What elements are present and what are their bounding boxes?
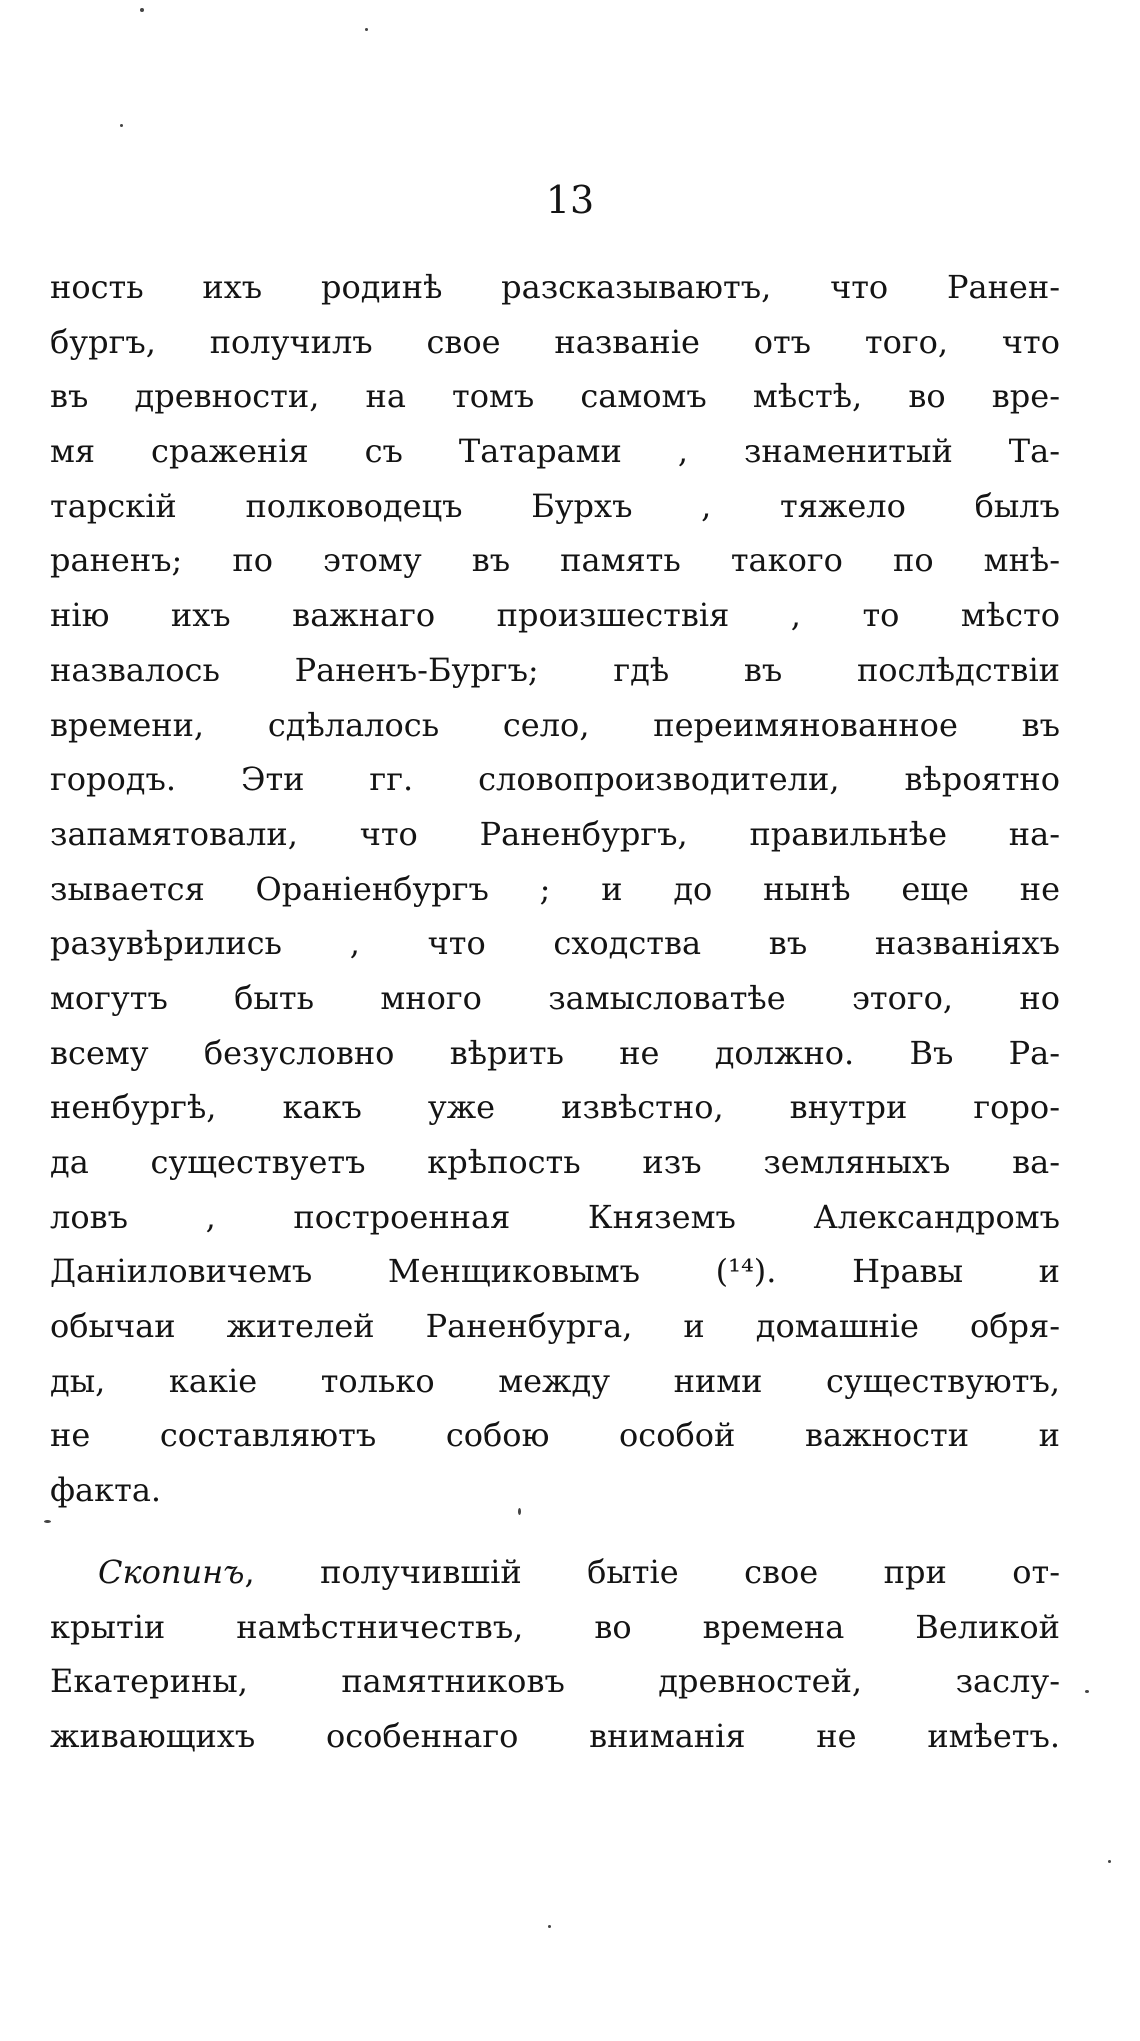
page-number: 13: [545, 178, 595, 222]
text-line: нію ихъ важнаго произшествія , то мѣсто: [50, 596, 1060, 635]
text-line: ность ихъ родинѣ разсказываютъ, что Ранен-: [50, 268, 1060, 306]
text-line: городъ. Эти гг. словопроизводители, вѣроятно: [50, 760, 1060, 799]
paragraph-skopin: [50, 1545, 1060, 1764]
paragraph-ranenburg: [50, 260, 1060, 1518]
paper-speck: [120, 124, 123, 127]
paper-speck: [1085, 1690, 1089, 1693]
paper-speck: [44, 1520, 51, 1523]
place-name-skopin: Скопинъ: [98, 1553, 245, 1591]
text-line: зывается Ораніенбургъ ; и до нынѣ еще не: [50, 869, 1060, 908]
text-line: разувѣрились , что сходства въ названіяхъ: [50, 924, 1060, 963]
text-line: ненбургѣ, какъ уже извѣстно, внутри горо-: [50, 1088, 1060, 1127]
text-line: да существуетъ крѣпость изъ земляныхъ ва-: [50, 1143, 1060, 1181]
paper-speck: [140, 8, 144, 12]
text-line: ды, какіе только между ними существуютъ,: [50, 1361, 1060, 1400]
text-line: Екатерины, памятниковъ древностей, заслу-: [50, 1662, 1060, 1701]
text-line: не составляютъ собою особой важности и: [50, 1416, 1060, 1455]
text-line: ловъ , построенная Княземъ Александромъ: [50, 1197, 1060, 1236]
text-line: живающихъ особеннаго вниманія не имѣетъ.: [50, 1717, 1060, 1756]
paper-speck: [1108, 1860, 1111, 1863]
text-line: назвалось Раненъ-Бургъ; гдѣ въ послѣдствіи: [50, 650, 1060, 689]
text-line: запамятовали, что Раненбургъ, правильнѣе на-: [50, 814, 1060, 853]
text-line-rest: , получившій бытіе свое при от-: [244, 1553, 1060, 1591]
text-line: раненъ; по этому въ память такого по мнѣ-: [50, 541, 1060, 580]
text-line: бургъ, получилъ свое названіе отъ того, что: [50, 322, 1060, 361]
paper-speck: [365, 28, 368, 31]
paper-speck: [518, 1508, 521, 1515]
text-line-first: [50, 1545, 1060, 1600]
text-line: всему безусловно вѣрить не должно. Въ Ра-: [50, 1033, 1060, 1072]
text-line: могутъ быть много замысловатѣе этого, но: [50, 978, 1060, 1017]
paper-speck: [548, 1925, 551, 1928]
text-line: мя сраженія съ Татарами , знаменитый Та-: [50, 432, 1060, 471]
text-line: Даніиловичемъ Менщиковымъ (¹⁴). Нравы и: [50, 1252, 1060, 1291]
text-line: крытіи намѣстничествъ, во времена Великой: [50, 1607, 1060, 1646]
text-line: факта.: [50, 1471, 162, 1510]
text-line: тарскій полководецъ Бурхъ , тяжело былъ: [50, 486, 1060, 525]
text-line: обычаи жителей Раненбурга, и домашніе обря-: [50, 1307, 1060, 1346]
text-line: въ древности, на томъ самомъ мѣстѣ, во вре-: [50, 377, 1060, 416]
text-line: времени, сдѣлалось село, переимянованное въ: [50, 705, 1060, 744]
